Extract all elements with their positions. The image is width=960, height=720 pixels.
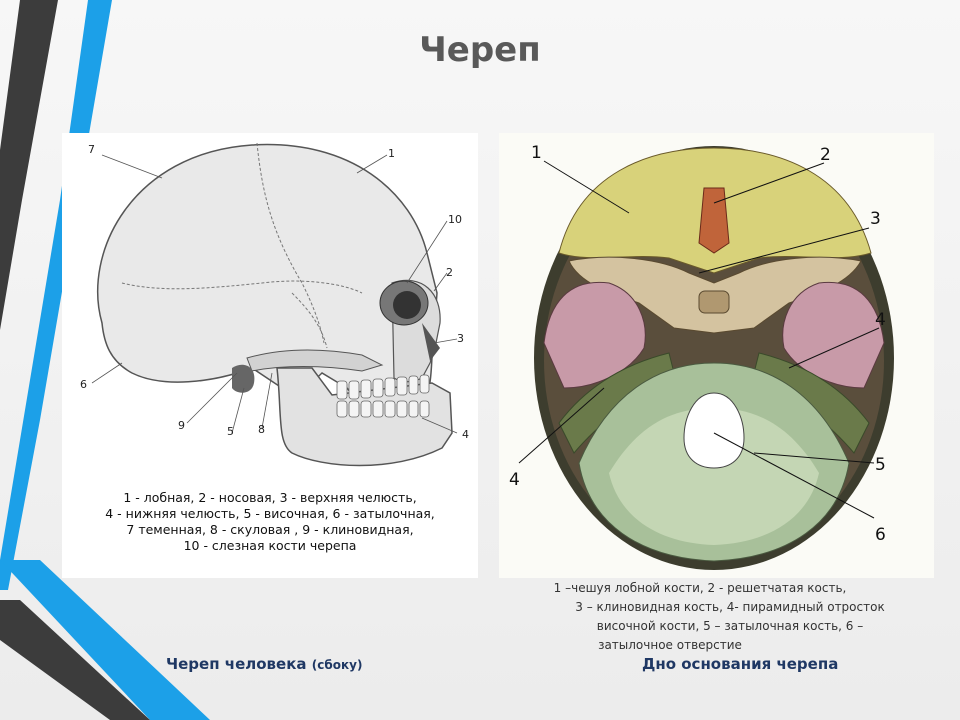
label-10: 10 <box>448 213 462 226</box>
label-5: 5 <box>227 425 234 438</box>
label-4-right: 4 <box>875 310 886 330</box>
skull-lateral-figure <box>62 133 478 578</box>
skull-base-figure <box>499 133 934 578</box>
skull-base-drawing <box>499 133 934 578</box>
lateral-subtitle-small: (сбоку) <box>311 658 363 672</box>
base-caption-line-2: 3 – клиновидная кость, 4- пирамидный отросток <box>575 600 885 614</box>
label-9: 9 <box>178 419 185 432</box>
legend-line-2: 4 - нижняя челюсть, 5 - височная, 6 - затылочная, <box>105 506 435 521</box>
base-subtitle: Дно основания черепа <box>642 655 839 673</box>
label-8: 8 <box>258 423 265 436</box>
base-caption-line-3: височной кости, 5 – затылочная кость, 6 – <box>596 619 864 633</box>
slide-title: Череп <box>419 30 541 70</box>
label-5: 5 <box>875 455 886 475</box>
base-caption-line-4: затылочное отверстие <box>598 638 742 652</box>
legend-line-1: 1 - лобная, 2 - носовая, 3 - верхняя челюсть, <box>123 490 417 505</box>
label-4: 4 <box>462 428 469 441</box>
lateral-subtitle-main: Череп человека <box>166 655 307 673</box>
legend-line-4: 10 - слезная кости черепа <box>183 538 357 553</box>
base-caption-line-1: 1 –чешуя лобной кости, 2 - решетчатая кость, <box>553 581 847 595</box>
label-6: 6 <box>875 525 886 545</box>
label-3: 3 <box>870 209 881 229</box>
lateral-subtitle <box>166 655 362 673</box>
label-2: 2 <box>820 145 831 165</box>
label-3: 3 <box>457 332 464 345</box>
label-1: 1 <box>388 147 395 160</box>
label-4-left: 4 <box>509 470 520 490</box>
label-7: 7 <box>88 143 95 156</box>
legend-line-3: 7 теменная, 8 - скуловая , 9 - клиновидная, <box>126 522 414 537</box>
label-2: 2 <box>446 266 453 279</box>
label-1: 1 <box>531 143 542 163</box>
label-6: 6 <box>80 378 87 391</box>
